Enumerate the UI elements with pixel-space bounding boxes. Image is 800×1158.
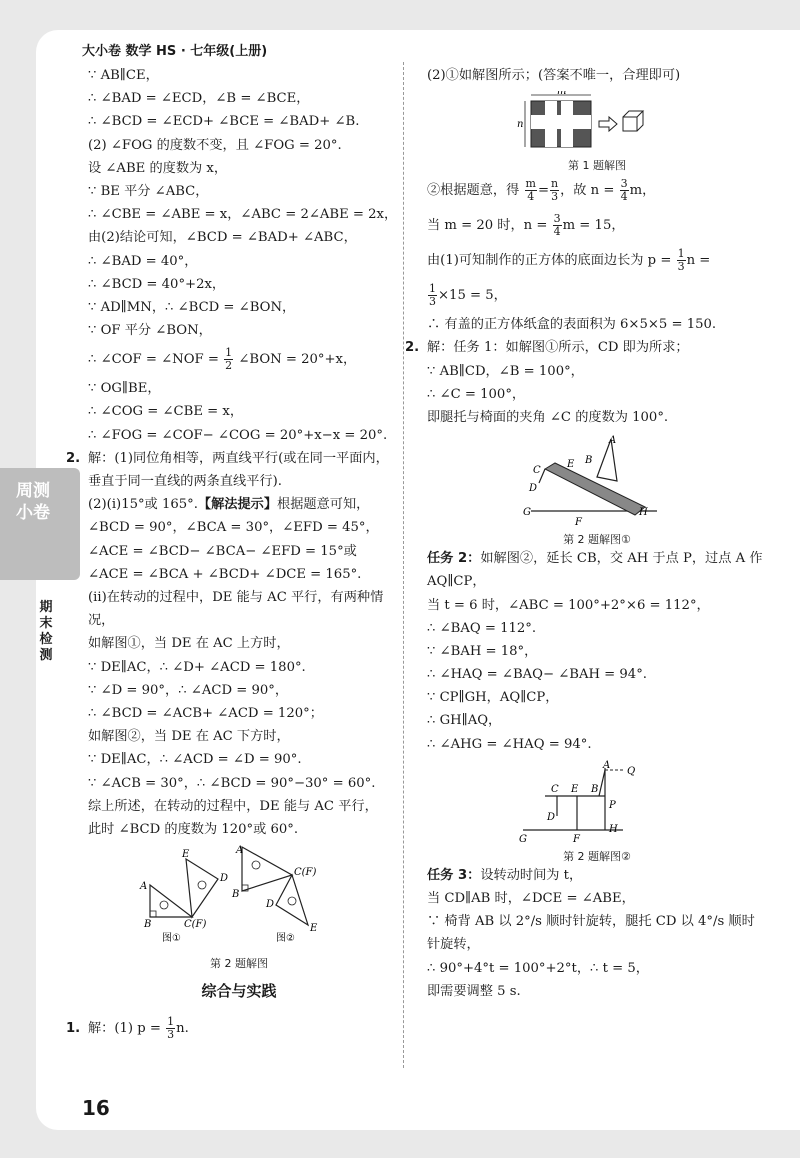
label-c: C bbox=[533, 465, 541, 477]
label-d: D bbox=[266, 899, 275, 911]
fraction bbox=[620, 178, 629, 203]
answer-line: ∴ ∠AHG = ∠HAQ = 94°. bbox=[427, 736, 592, 752]
answer-line: ∴ ∠C = 100°， bbox=[427, 386, 526, 402]
figure-caption: 第 1 题解图 bbox=[568, 159, 626, 173]
eq-text: ∠BON = 20°+x， bbox=[238, 352, 357, 368]
fraction-numerator: m bbox=[525, 177, 536, 191]
eq-text: 由(1)可知制作的正方体的底面边长为 p = bbox=[427, 253, 672, 269]
fraction-denominator: 3 bbox=[429, 295, 436, 309]
proof-line: ∵ ∠ACB = 30°，∴ ∠BCD = 90°−30° = 60°. bbox=[88, 775, 376, 791]
answer-line: 当 t = 6 时，∠ABC = 100°+2°×6 = 112°， bbox=[427, 597, 710, 613]
label-a: A bbox=[609, 435, 617, 447]
right-angle-mark bbox=[150, 911, 156, 917]
answer-line: ∵ 椅背 AB 以 2°/s 顺时针旋转，腿托 CD 以 4°/s 顺时针旋转， bbox=[427, 914, 755, 953]
chair-diagram-2 bbox=[427, 760, 767, 844]
figure-2-label: 图② bbox=[276, 933, 295, 945]
eq-text: 解：(1) p = bbox=[88, 1021, 161, 1037]
answer-line: ∵ ∠BAH = 18°， bbox=[427, 643, 538, 659]
fraction-denominator: 3 bbox=[677, 260, 685, 274]
proof-line: ∵ AB∥CE， bbox=[88, 68, 159, 83]
q2-conclusion: 综上所述，在转动的过程中，DE 能与 AC 平行，此时 ∠BCD 的度数为 120°或 60°. bbox=[88, 798, 378, 837]
proof-line: 由(2)结论可知，∠BCD = ∠BAD+ ∠ABC， bbox=[88, 230, 357, 246]
side-tab-subtitle: 期末检测 bbox=[39, 600, 53, 663]
question-number: 2. bbox=[405, 340, 420, 356]
side-tab-title: 周测小卷 bbox=[16, 481, 50, 523]
cube-edges bbox=[623, 111, 643, 131]
section-title: 综合与实践 bbox=[201, 982, 277, 1001]
figure-caption: 第 2 题解图② bbox=[563, 849, 631, 863]
label-a: A bbox=[236, 845, 244, 857]
answer-line: ∵ CP∥GH，AQ∥CP， bbox=[427, 690, 559, 706]
answer-text: 如解图②，延长 CB，交 AH 于点 P，过点 A 作 AQ∥CP， bbox=[427, 551, 763, 590]
proof-lines-a bbox=[88, 64, 398, 342]
triangle-hole bbox=[160, 901, 168, 909]
answer-line: ∴ ∠HAQ = ∠BAQ− ∠BAH = 94°. bbox=[427, 667, 647, 683]
answer-line: ∴ 90°+4°t = 100°+2°t，∴ t = 5， bbox=[427, 960, 649, 976]
fraction-denominator: 4 bbox=[527, 190, 535, 204]
proof-line: ∵ OG∥BE， bbox=[88, 381, 161, 397]
label-b: B bbox=[232, 889, 240, 901]
fraction bbox=[553, 213, 562, 238]
proof-line: ∴ ∠COG = ∠CBE = x， bbox=[88, 404, 244, 420]
answer-text: (2)(ⅰ)15°或 165°. bbox=[88, 497, 198, 513]
fraction-numerator: 1 bbox=[429, 282, 436, 296]
eq-text: ∴ ∠COF = ∠NOF = bbox=[88, 352, 219, 368]
figure-1-label: 图① bbox=[162, 933, 181, 945]
label-b: B bbox=[585, 455, 593, 467]
q2-tip bbox=[88, 493, 390, 586]
label-h: H bbox=[639, 507, 648, 519]
label-a: A bbox=[140, 881, 148, 893]
net-strip bbox=[531, 115, 591, 129]
fraction bbox=[166, 1016, 175, 1041]
fraction-denominator: 4 bbox=[553, 225, 561, 239]
triangle-hole bbox=[288, 897, 296, 905]
answer-line: (2)①如解图所示；(答案不唯一，合理即可) bbox=[427, 68, 681, 83]
task-label: 任务 2： bbox=[427, 551, 481, 567]
eq-side-length bbox=[427, 243, 767, 278]
triangle-abc-2 bbox=[242, 847, 292, 891]
answer-text: 解：任务 1：如解图①所示，CD 即为所求； bbox=[427, 340, 689, 356]
proof-line: 如解图②，当 DE 在 AC 下方时， bbox=[88, 729, 290, 745]
label-n: n bbox=[517, 119, 524, 131]
eq-text: m， bbox=[629, 183, 656, 199]
label-cf: C(F) bbox=[184, 919, 207, 931]
fraction bbox=[428, 283, 437, 308]
triangle-cde-1 bbox=[186, 859, 218, 917]
cube-icon bbox=[623, 117, 637, 131]
triangle-cde-2 bbox=[276, 875, 308, 925]
answer-line: 即腿托与椅面的夹角 ∠C 的度数为 100°. bbox=[427, 409, 669, 425]
proof-line: ∵ OF 平分 ∠BON， bbox=[88, 323, 212, 339]
proof-line: ∵ DE∥AC，∴ ∠ACD = ∠D = 90°. bbox=[88, 752, 302, 768]
eq-ratio bbox=[427, 173, 767, 208]
label-f: F bbox=[575, 517, 582, 528]
answer-line: ∴ ∠BAQ = 112°. bbox=[427, 620, 537, 636]
proof-line: ∴ ∠BCD = ∠ACB+ ∠ACD = 120°； bbox=[88, 706, 323, 721]
label-e: E bbox=[567, 459, 575, 471]
fraction-denominator: 3 bbox=[167, 1028, 175, 1042]
seat-board bbox=[545, 463, 645, 515]
proof-line: ∵ ∠D = 90°，∴ ∠ACD = 90°， bbox=[88, 682, 289, 698]
eq-text: ②根据题意，得 bbox=[427, 183, 520, 199]
answer-line bbox=[405, 336, 767, 359]
p1-answer bbox=[66, 1011, 390, 1046]
task2-first bbox=[427, 547, 767, 593]
q2-figure-left bbox=[88, 845, 390, 957]
tip-text: 根据题意可知，∠BCD = 90°，∠BCA = 30°，∠EFD = 45°，∠ACE = ∠BCD− ∠BCA− ∠EFD = 15°或 ∠ACE = ∠BCA + ∠BCD+ ∠DCE = 165°. bbox=[88, 497, 379, 582]
label-c: C bbox=[551, 783, 559, 795]
eq-n-value bbox=[427, 208, 767, 243]
eq-side-value bbox=[427, 278, 767, 313]
fraction bbox=[525, 178, 537, 203]
backrest-ab bbox=[599, 770, 605, 796]
fraction-numerator: 1 bbox=[167, 1015, 175, 1029]
triangle-hole bbox=[198, 881, 206, 889]
fraction-denominator: 2 bbox=[225, 359, 233, 373]
column-divider bbox=[403, 62, 404, 1068]
cof-equation bbox=[88, 342, 390, 377]
answer-text: 解：(1)同位角相等，两直线平行(或在同一平面内，垂直于同一直线的两条直线平行). bbox=[88, 450, 389, 490]
proof-line: ∴ ∠BCD = ∠ECD+ ∠BCE = ∠BAD+ ∠B. bbox=[88, 114, 360, 130]
label-b: B bbox=[591, 783, 599, 795]
eq-text: n = bbox=[686, 253, 711, 269]
answer-line: 当 CD∥AB 时，∠DCE = ∠ABE， bbox=[427, 891, 635, 907]
tip-label: 【解法提示】 bbox=[197, 497, 278, 513]
eq-text: ，故 n = bbox=[560, 183, 615, 199]
fraction-numerator: 1 bbox=[225, 346, 233, 360]
answer-text: 设转动时间为 t， bbox=[480, 867, 583, 883]
label-d: D bbox=[547, 811, 556, 823]
eq-text: ×15 = 5， bbox=[438, 288, 507, 304]
task3-first bbox=[427, 864, 767, 887]
label-q: Q bbox=[627, 765, 636, 777]
label-h: H bbox=[609, 823, 618, 835]
proof-line: ∴ ∠BAD = 40°， bbox=[88, 253, 198, 269]
net-figure bbox=[427, 91, 767, 153]
net-diagram bbox=[427, 91, 767, 153]
left-column bbox=[66, 64, 398, 1046]
label-e: E bbox=[182, 849, 190, 861]
proof-line: ∴ ∠CBE = ∠ABE = x，∠ABC = 2∠ABE = 2x， bbox=[88, 207, 398, 223]
proof-line: 如解图①，当 DE 在 AC 上方时， bbox=[88, 636, 290, 652]
fraction-numerator: n bbox=[551, 177, 559, 191]
label-d: D bbox=[529, 483, 538, 495]
proof-line: (2) ∠FOG 的度数不变，且 ∠FOG = 20°. bbox=[88, 137, 342, 153]
figure-caption: 第 2 题解图 bbox=[210, 957, 268, 971]
fraction-numerator: 3 bbox=[620, 177, 628, 191]
label-cf: C(F) bbox=[294, 867, 317, 879]
right-column bbox=[405, 64, 767, 1003]
answer-line: ∴ GH∥AQ， bbox=[427, 713, 502, 729]
task-label: 任务 3： bbox=[427, 867, 481, 883]
fraction bbox=[677, 248, 686, 273]
arrow-icon bbox=[599, 117, 617, 131]
fraction bbox=[550, 178, 559, 203]
chair-figure-1 bbox=[427, 433, 767, 527]
page-number: 16 bbox=[82, 1096, 110, 1120]
label-e: E bbox=[571, 783, 579, 795]
proof-line: ∴ ∠FOG = ∠COF− ∠COG = 20°+x−x = 20°. bbox=[88, 427, 388, 443]
running-header: 大小卷 数学 HS · 七年级(上册) bbox=[82, 44, 268, 59]
label-e: E bbox=[310, 923, 318, 935]
triangle-hole bbox=[252, 861, 260, 869]
label-f: F bbox=[573, 833, 580, 844]
eq-text: n. bbox=[176, 1021, 189, 1037]
triangles-figure bbox=[88, 845, 390, 957]
proof-line: ∵ BE 平分 ∠ABC， bbox=[88, 183, 209, 199]
answer-line: ∵ AB∥CD，∠B = 100°， bbox=[427, 363, 584, 379]
fraction-numerator: 3 bbox=[553, 212, 561, 226]
q2-part-ii: (ⅱ)在转动的过程中，DE 能与 AC 平行，有两种情况， bbox=[88, 590, 384, 629]
label-m: m bbox=[557, 91, 567, 98]
label-a: A bbox=[603, 759, 611, 771]
fraction-denominator: 3 bbox=[551, 190, 559, 204]
question-number: 2. bbox=[66, 450, 81, 466]
proof-line: ∵ AD∥MN，∴ ∠BCD = ∠BON， bbox=[88, 299, 296, 315]
figure-caption: 第 2 题解图① bbox=[563, 533, 631, 547]
fraction bbox=[224, 347, 233, 372]
chair-diagram-1 bbox=[427, 433, 767, 527]
eq-text: 当 m = 20 时，n = bbox=[427, 218, 548, 234]
label-b: B bbox=[144, 919, 152, 931]
proof-line: ∴ ∠BAD = ∠ECD，∠B = ∠BCE， bbox=[88, 91, 310, 107]
proof-line: 设 ∠ABE 的度数为 x， bbox=[88, 160, 228, 176]
proof-line: ∴ ∠BCD = 40°+2x， bbox=[88, 276, 226, 292]
chair-figure-2 bbox=[427, 760, 767, 844]
label-p: P bbox=[609, 799, 616, 811]
answer-line: ∴ 有盖的正方体纸盒的表面积为 6×5×5 = 150. bbox=[427, 317, 717, 333]
eq-text: m = 15， bbox=[562, 218, 625, 234]
proof-line: ∵ DE∥AC，∴ ∠D+ ∠ACD = 180°. bbox=[88, 659, 306, 675]
question-number: 1. bbox=[66, 1021, 81, 1037]
eq-text: = bbox=[537, 183, 550, 199]
fraction-denominator: 4 bbox=[620, 190, 628, 204]
answer-line: 即需要调整 5 s. bbox=[427, 983, 521, 999]
label-g: G bbox=[519, 833, 527, 844]
fraction-numerator: 1 bbox=[677, 247, 685, 261]
q2-answer-1 bbox=[66, 447, 390, 493]
label-g: G bbox=[523, 507, 531, 519]
label-d: D bbox=[220, 873, 229, 885]
